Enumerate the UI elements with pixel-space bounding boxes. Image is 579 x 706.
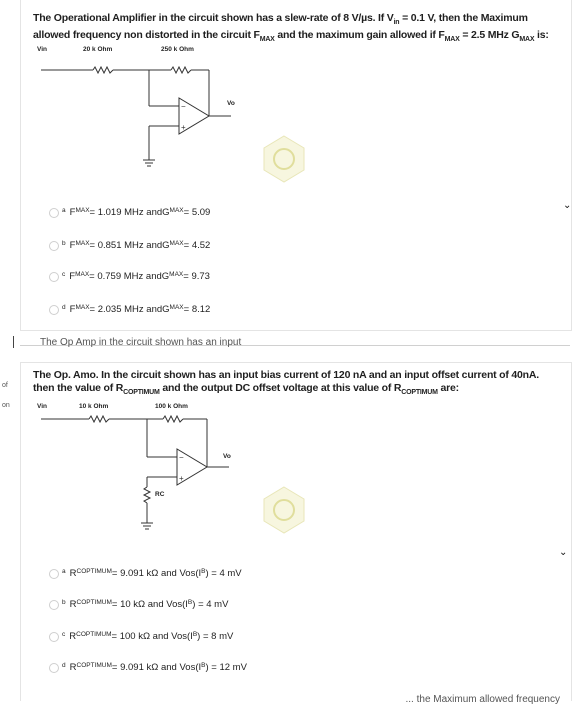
- circuit-schematic-2: [31, 397, 251, 537]
- radio-button[interactable]: [49, 208, 59, 218]
- question-card-1: [20, 0, 572, 331]
- svg-text:−: −: [179, 453, 184, 462]
- option-1d[interactable]: d F $^{MAX}$ = 2.035 MHz and G $^{MAX}$ = 8.12: [49, 304, 210, 315]
- circuit-diagram-2: [31, 397, 251, 537]
- circuit-diagram-1: [31, 42, 251, 172]
- vo-label: Vo: [227, 100, 235, 107]
- option-1a[interactable]: a F $^{MAX}$ = 1.019 MHz and G $^{MAX}$ = 5.09: [49, 207, 210, 218]
- left-margin-mark: of: [2, 382, 8, 389]
- radio-button[interactable]: [49, 600, 59, 610]
- circuit-schematic-1: [31, 42, 251, 172]
- chevron-down-icon[interactable]: ⌄: [563, 200, 572, 211]
- option-2a[interactable]: a R $^{COPTIMUM}$ = 9.091 kΩ and Vos(I $^B$ ) = 4 mV: [49, 568, 242, 579]
- r1-label: 10 k Ohm: [79, 403, 109, 410]
- radio-button[interactable]: [49, 632, 59, 642]
- radio-button[interactable]: [49, 241, 59, 251]
- option-1c[interactable]: c F $^{MAX}$ = 0.759 MHz and G $^{MAX}$ = 9.73: [49, 271, 210, 282]
- left-margin-mark: on: [2, 402, 10, 409]
- svg-text:+: +: [181, 123, 186, 132]
- separator-text: The Op Amp in the circuit shown has an input: [40, 337, 242, 348]
- svg-text:+: +: [179, 474, 184, 483]
- r1-label: 20 k Ohm: [83, 46, 113, 53]
- vin-label: Vin: [37, 403, 47, 410]
- bottom-cut-text: ... the Maximum allowed frequency: [405, 694, 560, 705]
- rc-label: RC: [155, 491, 165, 498]
- option-2d[interactable]: d R $^{COPTIMUM}$ = 9.091 kΩ and Vos(I $^B$ ) = 12 mV: [49, 662, 247, 673]
- vo-label: Vo: [223, 453, 231, 460]
- watermark-icon: [259, 134, 309, 184]
- radio-button[interactable]: [49, 305, 59, 315]
- r2-label: 250 k Ohm: [161, 46, 194, 53]
- radio-button[interactable]: [49, 663, 59, 673]
- separator-bar: [13, 336, 14, 348]
- option-1b[interactable]: b F $^{MAX}$ = 0.851 MHz and G $^{MAX}$ = 4.52: [49, 240, 210, 251]
- r2-label: 100 k Ohm: [155, 403, 188, 410]
- question-separator: [0, 336, 579, 360]
- radio-button[interactable]: [49, 569, 59, 579]
- question-card-2: [20, 362, 572, 705]
- option-2c[interactable]: c R $^{COPTIMUM}$ = 100 kΩ and Vos(I $^B$ ) = 8 mV: [49, 631, 233, 642]
- watermark-icon: [259, 485, 309, 535]
- svg-text:−: −: [181, 102, 186, 111]
- question-1-text: The Operational Amplifier in the circuit shown has a slew-rate of 8 V/µs. If $V_{in} = 0.1$ V, then the Maximum allowed frequency non distorted in the circuit $F_{MAX}$ and the maximum gain allowed if $F_{MAX} = 2.5$ MHz $G_{MAX}$ is:: [33, 12, 549, 44]
- radio-button[interactable]: [49, 272, 59, 282]
- question-2-text: The Op. Amo. In the circuit shown has an input bias current of 120 nA and an input offset current of 40nA. then the value of $R_{COPTIMUM}$ and the output DC offset voltage at this value of $R_{COPTIMUM}$ are:: [33, 369, 539, 397]
- vin-label: Vin: [37, 46, 47, 53]
- chevron-down-icon[interactable]: ⌄: [559, 547, 568, 558]
- option-2b[interactable]: b R $^{COPTIMUM}$ = 10 kΩ and Vos(I $^B$ ) = 4 mV: [49, 599, 228, 610]
